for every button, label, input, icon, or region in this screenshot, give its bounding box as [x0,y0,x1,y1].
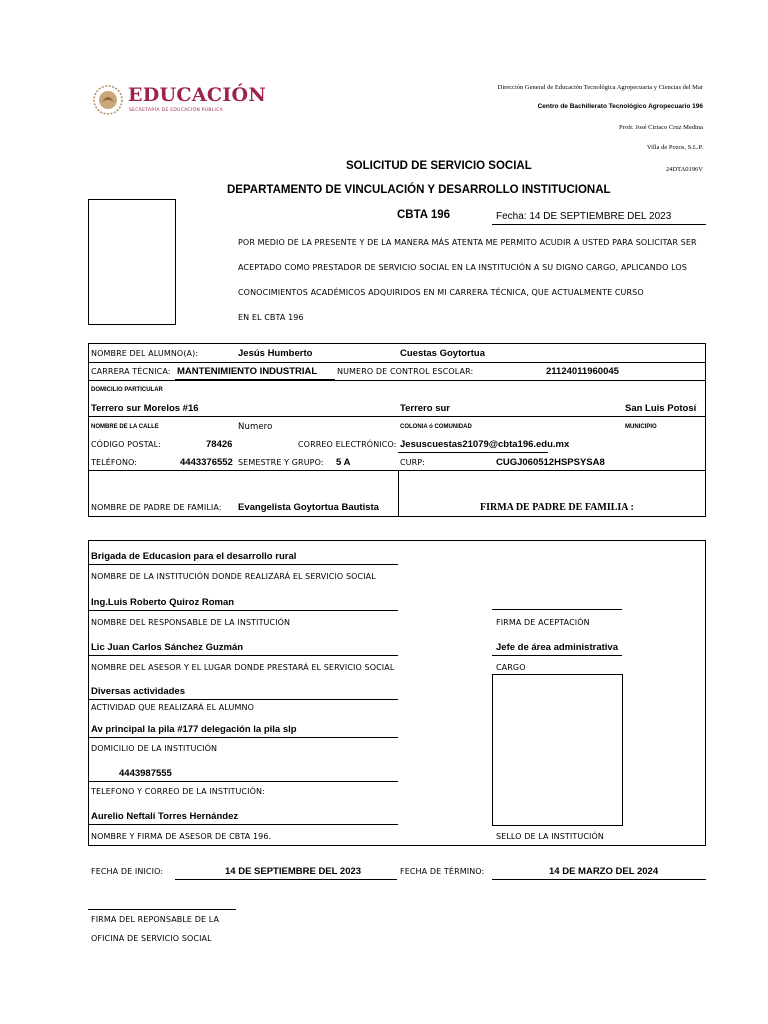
number-label: Numero [238,422,273,432]
header-line-2: Centro de Bachillerato Tecnológico Agropecuario 196 [537,103,703,110]
divider [88,362,706,363]
career-label: CARRERA TÉCNICA: [91,367,171,376]
footer-line-2: OFICINA DE SERVICIO SOCIAL [91,934,212,943]
intro-line-2: ACEPTADO COMO PRESTADOR DE SERVICIO SOCIAL EN LA INSTITUCIÓN A SU DIGNO CARGO, APLICANDO LOS [238,263,687,272]
semester-label: SEMESTRE Y GRUPO: [238,458,324,467]
student-first-name: Jesús Humberto [238,348,313,359]
logo-title: EDUCACIÓN [128,84,267,106]
colony-label: COLONIA ó COMUNIDAD [400,424,472,430]
cargo-value: Jefe de área administrativa [496,642,618,653]
header-code: 24DTA0196V [665,166,703,173]
date-field: Fecha: 14 DE SEPTIEMBRE DEL 2023 [496,211,672,222]
cbta-advisor-label: NOMBRE Y FIRMA DE ASESOR DE CBTA 196. [91,832,272,841]
header-line-1: Dirección General de Educación Tecnológica Agropecuaria y Ciencias del Mar [497,84,703,91]
underline [88,655,398,656]
email-value: Jesuscuestas21079@cbta196.edu.mx [400,439,570,450]
underline [88,699,398,700]
department-title: DEPARTAMENTO DE VINCULACIÓN Y DESARROLLO INSTITUCIONAL [227,184,611,196]
footer-line-1: FIRMA DEL REPONSABLE DE LA [91,915,220,924]
postal-label: CÓDIGO POSTAL: [91,440,161,449]
phone-label: TELÉFONO: [91,458,138,467]
parent-label: NOMBRE DE PADRE DE FAMILIA: [91,503,222,512]
underline [88,610,398,611]
end-date-value: 14 DE MARZO DEL 2024 [549,866,659,877]
colony-value: Terrero sur [400,403,450,414]
intro-line-3: CONOCIMIENTOS ACADÉMICOS ADQUIRIDOS EN MI CARRERA TÉCNICA, QUE ACTUALMENTE CURSO [238,288,644,297]
intro-line-4: EN EL CBTA 196 [238,313,304,322]
signature-line [88,909,236,910]
end-date-label: FECHA DE TÉRMINO: [400,867,485,876]
divider [398,470,399,517]
institution-phone: 4443987555 [119,768,172,779]
email-label: CORREO ELECTRÓNICO: [298,440,397,449]
control-label: NUMERO DE CONTROL ESCOLAR: [337,367,474,376]
city-value: San Luis Potosí [625,403,697,414]
logo [92,84,267,118]
activity-label: ACTIVIDAD QUE REALIZARÁ EL ALUMNO [91,703,254,712]
cbta-advisor-name: Aurelio Neftalí Torres Hernández [91,811,239,822]
address-label: DOMICILIO DE LA INSTITUCIÓN [91,744,218,753]
advisor-label: NOMBRE DEL ASESOR Y EL LUGAR DONDE PRESTARÁ EL SERVICIO SOCIAL [91,663,395,672]
institution-name-label: NOMBRE DE LA INSTITUCIÓN DONDE REALIZARÁ EL SERVICIO SOCIAL [91,572,376,581]
start-date-label: FECHA DE INICIO: [91,867,164,876]
underline [175,879,397,880]
underline [175,379,335,380]
phone-value: 4443376552 [180,457,233,468]
start-date-value: 14 DE SEPTIEMBRE DEL 2023 [225,866,362,877]
domicile-label: DOMICILIO PARTICULAR [91,387,163,393]
acceptance-signature-label: FIRMA DE ACEPTACIÓN [496,618,590,627]
advisor-name: Lic Juan Carlos Sánchez Guzmán [91,642,244,653]
municipality-label: MUNICIPIO [625,424,657,430]
underline [88,564,398,565]
student-last-name: Cuestas Goytortua [400,348,485,359]
intro-line-1: POR MEDIO DE LA PRESENTE Y DE LA MANERA MÁS ATENTA ME PERMITO ACUDIR A USTED PARA SOLICITAR SER [238,238,697,247]
header-line-4: Villa de Pozos, S.L.P. [646,144,703,151]
institution-name: Brigada de Educasion para el desarrollo rural [91,551,297,562]
seal-box [492,674,623,826]
postal-value: 78426 [206,439,233,450]
street-value: Terrero sur Morelos #16 [91,403,199,414]
curp-value: CUGJ060512HSPSYSA8 [496,457,605,468]
student-name-label: NOMBRE DEL ALUMNO(A): [91,349,199,358]
underline [398,452,548,453]
cbta-label: CBTA 196 [397,209,451,221]
parent-value: Evangelista Goytortua Bautista [238,502,379,513]
underline [88,416,706,417]
responsible-label: NOMBRE DEL RESPONSABLE DE LA INSTITUCIÓN [91,618,291,627]
underline [492,609,622,610]
activity-value: Diversas actividades [91,686,186,697]
underline [492,879,706,880]
career-value: MANTENIMIENTO INDUSTRIAL [177,366,318,377]
underline [492,655,622,656]
institution-phone-label: TELEFONO Y CORREO DE LA INSTITUCIÓN: [91,787,265,796]
underline [88,781,398,782]
parent-signature-label: FIRMA DE PADRE DE FAMILIA : [480,502,634,513]
logo-subtitle: SECRETARÍA DE EDUCACIÓN PÚBLICA [129,108,223,113]
date-underline [492,224,706,225]
divider [88,380,706,381]
street-label: NOMBRE DE LA CALLE [91,424,159,430]
photo-box [88,199,176,325]
eagle-seal-icon [92,84,124,116]
curp-label: CURP: [400,458,426,467]
underline [88,824,398,825]
page-title: SOLICITUD DE SERVICIO SOCIAL [346,160,532,172]
cargo-label: CARGO [496,663,526,672]
address-value: Av principal la pila #177 delegación la pila slp [91,724,297,735]
responsible-name: Ing.Luis Roberto Quiroz Roman [91,597,235,608]
control-value: 21124011960045 [546,366,619,377]
seal-label: SELLO DE LA INSTITUCIÓN [496,832,604,841]
header-line-3: Profr. José Ciriaco Cruz Medina [619,124,703,131]
divider [88,470,706,471]
semester-value: 5 A [336,457,351,468]
underline [88,737,398,738]
